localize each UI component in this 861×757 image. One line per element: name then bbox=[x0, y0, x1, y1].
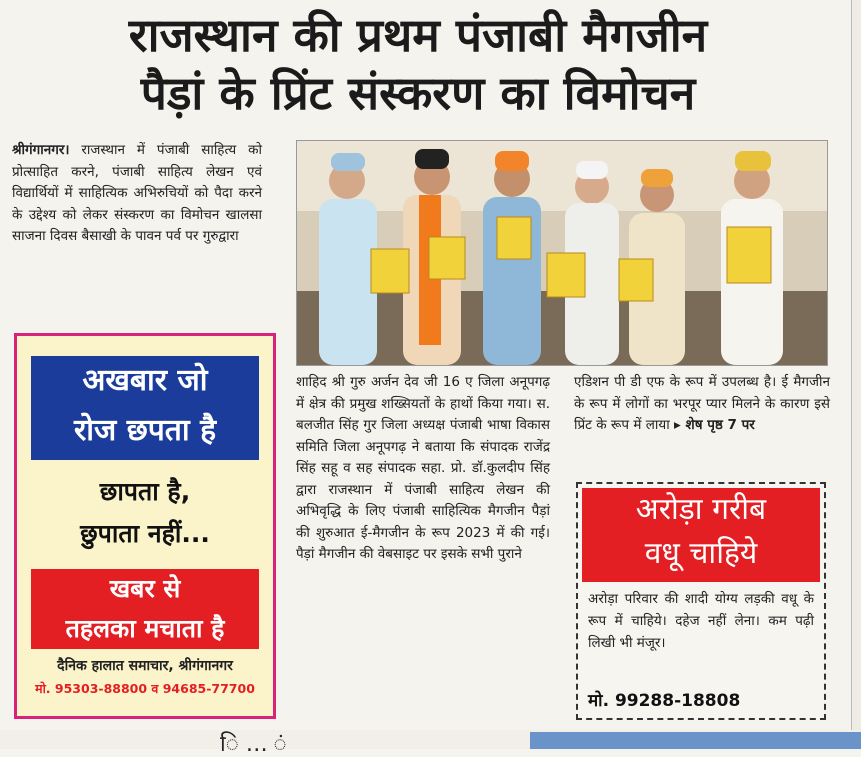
ad-akhbar-blue-line-1: अखबार जो bbox=[82, 363, 208, 398]
ad-matrimonial-mobile: मो. 99288-18808 bbox=[588, 691, 741, 711]
next-article-strip bbox=[0, 730, 861, 757]
article-text-2: शाहिद श्री गुरु अर्जन देव जी 16 ए जिला अनूपगढ़ में क्षेत्र की प्रमुख शख्सियतों के हाथों किया गया। स. बलजीत सिंह गुर जिला अध्यक्ष पंजाबी भाषा विकास समिति जिला अनूपगढ़ ने बताया कि संपादक राजेंद्र सिंह सहू व सह संपादक सहा. प्रो. डॉ.कुलदीप सिंह द्वारा राजस्थान में पंजाबी साहित्य लेखन की अभिवृद्धि के लिए पंजाबी साहित्यिक मैगजीन पैड़ां की शुरुआत ई-मैगजीन के रूप 2023 में की गई। पैड़ां मैगजीन की वेबसाइट पर इसके सभी पुराने bbox=[296, 374, 550, 562]
ad-akhbar-red-line-2: तहलका मचाता है bbox=[65, 614, 225, 643]
next-article-blue-bar bbox=[530, 732, 861, 749]
ad-matrimonial bbox=[576, 482, 826, 720]
ad-akhbar-phones: मो. 95303-88800 व 94685-77700 bbox=[35, 681, 255, 696]
ad-akhbar-red-line-1: खबर से bbox=[109, 574, 181, 603]
article-text-1: राजस्थान में पंजाबी साहित्य को प्रोत्साहित करने, पंजाबी साहित्य लेखन एवं विद्यार्थियों में साहित्यिक अभिरुचियों को पैदा करने के उद्देश्य को लेकर संस्करण का विमोचन खालसा साजना दिवस बैसाखी के पावन पर्व पर गुरुद्वारा bbox=[12, 142, 262, 244]
headline-line-1: राजस्थान की प्रथम पंजाबी मैगजीन bbox=[128, 8, 708, 62]
article-column-3 bbox=[574, 372, 830, 437]
ad-matrimonial-heading bbox=[582, 488, 820, 582]
ad-akhbar-blue-panel bbox=[31, 356, 259, 460]
ad-akhbar-blue-line-2: रोज छपता है bbox=[73, 413, 217, 448]
ad-akhbar-mid-line-2: छुपाता नहीं... bbox=[80, 519, 210, 548]
article-column-1 bbox=[12, 140, 262, 248]
ad-matrimonial-heading-line-2: वधू चाहिये bbox=[644, 536, 758, 571]
dateline: श्रीगंगानगर। bbox=[12, 142, 70, 158]
news-photo bbox=[296, 140, 828, 366]
ad-akhbar-red-panel bbox=[31, 569, 259, 649]
ad-akhbar-publisher: दैनिक हालात समाचार, श्रीगंगानगर bbox=[57, 658, 233, 674]
ad-matrimonial-body: अरोड़ा परिवार की शादी योग्य लड़की वधू के रूप में चाहिये। दहेज नहीं लेना। कम पढ़ी लिखी भी मंजूर। bbox=[588, 591, 814, 651]
article-text-3: एडिशन पी डी एफ के रूप में उपलब्ध है। ई मैगजीन के रूप में लोगों का भरपूर प्यार मिलने के कारण इसे प्रिंट के रूप में लाया bbox=[574, 374, 830, 433]
continued-note: ▸ शेष पृष्ठ 7 पर bbox=[674, 417, 755, 433]
ad-akhbar bbox=[14, 333, 276, 719]
adjacent-page-edge bbox=[851, 0, 861, 749]
ad-matrimonial-heading-line-1: अरोड़ा गरीब bbox=[635, 492, 767, 527]
headline-line-2: पैड़ां के प्रिंट संस्करण का विमोचन bbox=[140, 66, 696, 120]
ad-akhbar-mid-line-1: छापता है, bbox=[99, 477, 191, 506]
group-photo-icon bbox=[297, 141, 827, 365]
next-article-partial-text: ि … ं bbox=[220, 732, 287, 757]
article-column-2 bbox=[296, 372, 550, 566]
